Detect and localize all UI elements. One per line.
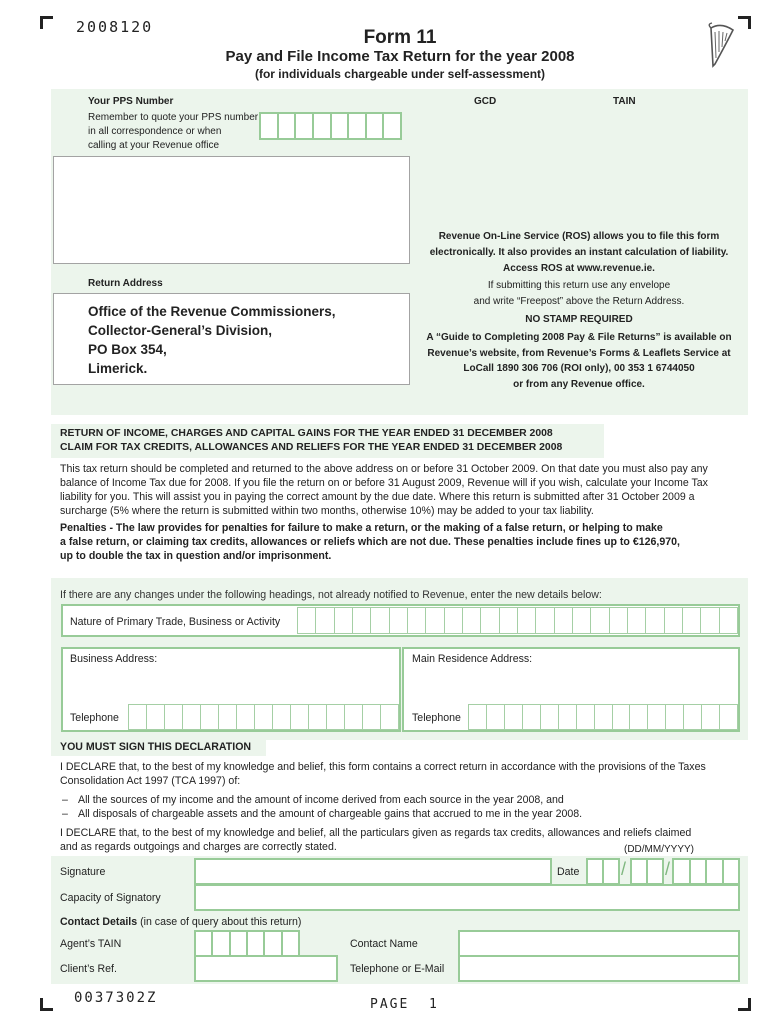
date-separator-1: / xyxy=(621,859,627,879)
declaration-bullet2: All disposals of chargeable assets and the amount of chargeable gains that accrued to me in the year 2008. xyxy=(78,808,583,820)
corner-mark-bottom-left xyxy=(40,998,53,1011)
declaration-line2: Consolidation Act 1997 (TCA 1997) of: xyxy=(60,775,241,787)
date-separator-2: / xyxy=(665,859,671,879)
client-ref-input[interactable] xyxy=(194,955,338,982)
date-month-input[interactable] xyxy=(630,858,664,885)
declaration-bullet1: All the sources of my income and the amount of income derived from each source in the year 2008, and xyxy=(78,794,564,806)
harp-emblem-icon xyxy=(703,20,739,70)
form-subtitle: Pay and File Income Tax Return for the year 2008 xyxy=(225,48,575,65)
return-address-line2: Collector-General’s Division, xyxy=(88,323,273,338)
pps-note-line1: Remember to quote your PPS number xyxy=(88,112,259,123)
pps-number-input[interactable] xyxy=(259,112,402,140)
return-heading: RETURN OF INCOME, CHARGES AND CAPITAL GAINS FOR THE YEAR ENDED 31 DECEMBER 2008 xyxy=(60,428,553,439)
taxpayer-name-address-box[interactable] xyxy=(53,156,410,264)
date-day-input[interactable] xyxy=(586,858,620,885)
contact-details-note: (in case of query about this return) xyxy=(140,916,302,928)
return-address-line3: PO Box 354, xyxy=(88,342,167,357)
signature-label: Signature xyxy=(60,866,106,878)
ros-line2: electronically. It also provides an instant calculation of liability. xyxy=(429,247,729,258)
declaration-line1: I DECLARE that, to the best of my knowledge and belief, this form contains a correct return in accordance with the provisions of the Taxes xyxy=(60,761,706,773)
pps-note-line2: in all correspondence or when xyxy=(88,126,222,137)
claim-heading: CLAIM FOR TAX CREDITS, ALLOWANCES AND RELIEFS FOR THE YEAR ENDED 31 DECEMBER 2008 xyxy=(60,442,563,453)
date-format-hint: (DD/MM/YYYY) xyxy=(624,844,694,855)
pps-label: Your PPS Number xyxy=(88,96,174,107)
business-telephone-input[interactable] xyxy=(128,704,399,730)
ros-line8: Revenue’s website, from Revenue’s Forms & Leaflets Service at xyxy=(427,348,731,359)
ros-line5: and write “Freepost” above the Return Address. xyxy=(473,296,685,307)
contact-name-label: Contact Name xyxy=(350,938,418,950)
penalties-line1: Penalties - The law provides for penalties for failure to make a return, or the making of a false return, or helping to make xyxy=(60,522,663,534)
contact-name-input[interactable] xyxy=(458,930,740,957)
residence-address-label: Main Residence Address: xyxy=(412,653,533,665)
business-address-label: Business Address: xyxy=(70,653,158,665)
form-code: 2008120 xyxy=(76,18,154,36)
corner-mark-top-left xyxy=(40,16,53,29)
date-year-input[interactable] xyxy=(672,858,740,885)
gcd-label: GCD xyxy=(474,96,497,107)
agent-tain-label: Agent’s TAIN xyxy=(60,938,122,950)
intro-line4: surcharge (5% where the return is submitted within two months, otherwise 10%) may be added to your tax liability. xyxy=(60,505,594,517)
ros-line6: NO STAMP REQUIRED xyxy=(525,314,633,325)
phone-email-input[interactable] xyxy=(458,955,740,982)
corner-mark-top-right xyxy=(738,16,751,29)
footer-code: 0037302Z xyxy=(74,990,158,1006)
return-address-line4: Limerick. xyxy=(88,361,148,376)
date-label: Date xyxy=(557,866,580,878)
phone-email-label: Telephone or E-Mail xyxy=(350,963,445,975)
return-address-label: Return Address xyxy=(88,278,163,289)
form-title: Form 11 xyxy=(363,27,437,48)
intro-line2: balance of Income Tax due for 2008. If you file the return on or before 31 August 2009, Revenue will if you wish, calculate your Income Tax xyxy=(60,477,708,489)
signature-input[interactable] xyxy=(194,858,552,885)
changes-note: If there are any changes under the following headings, not already notified to Revenue, enter the new details below: xyxy=(60,589,602,601)
residence-telephone-input[interactable] xyxy=(468,704,738,730)
ros-line7: A “Guide to Completing 2008 Pay & File Returns” is available on xyxy=(426,332,732,343)
ros-line4: If submitting this return use any envelope xyxy=(487,280,671,291)
declaration-title: YOU MUST SIGN THIS DECLARATION xyxy=(60,741,252,753)
form-subtitle-note: (for individuals chargeable under self-assessment) xyxy=(254,67,546,81)
corner-mark-bottom-right xyxy=(738,998,751,1011)
penalties-line3: up to double the tax in question and/or imprisonment. xyxy=(60,550,332,562)
ros-line9: LoCall 1890 306 706 (ROI only), 00 353 1 6744050 xyxy=(463,363,695,374)
page-number: PAGE 1 xyxy=(370,997,439,1012)
capacity-label: Capacity of Signatory xyxy=(60,892,161,904)
declaration-line3: I DECLARE that, to the best of my knowledge and belief, all the particulars given as regards tax credits, allowances and reliefs claimed xyxy=(60,827,692,839)
capacity-input[interactable] xyxy=(194,884,740,911)
return-address-line1: Office of the Revenue Commissioners, xyxy=(88,304,336,319)
contact-details-title: Contact Details xyxy=(60,916,138,928)
ros-line1: Revenue On-Line Service (ROS) allows you to file this form xyxy=(438,231,720,242)
intro-line1: This tax return should be completed and returned to the above address on or before 31 October 2009. On that date you must also pay any xyxy=(60,463,708,475)
declaration-line4: and as regards outgoings and charges are correctly stated. xyxy=(60,841,337,853)
penalties-line2: a false return, or claiming tax credits, allowances or reliefs which are not due. These penalties include fines up to €126,970, xyxy=(60,536,680,548)
ros-line3: Access ROS at www.revenue.ie. xyxy=(503,263,655,274)
declaration-bullet2-mark: – xyxy=(62,808,68,820)
tain-label: TAIN xyxy=(613,96,636,107)
contact-details-heading xyxy=(60,915,301,929)
intro-line3: liability for you. This will assist you in paying the correct amount by the due date. Where this return is submitted after 31 October 2009 a xyxy=(60,491,695,503)
trade-input[interactable] xyxy=(297,607,738,634)
client-ref-label: Client’s Ref. xyxy=(60,963,117,975)
pps-note-line3: calling at your Revenue office xyxy=(88,140,220,151)
agent-tain-input[interactable] xyxy=(194,930,300,957)
residence-telephone-label: Telephone xyxy=(412,712,461,724)
business-telephone-label: Telephone xyxy=(70,712,119,724)
ros-line10: or from any Revenue office. xyxy=(513,379,645,390)
declaration-bullet1-mark: – xyxy=(62,794,68,806)
trade-label: Nature of Primary Trade, Business or Activity xyxy=(70,616,281,628)
